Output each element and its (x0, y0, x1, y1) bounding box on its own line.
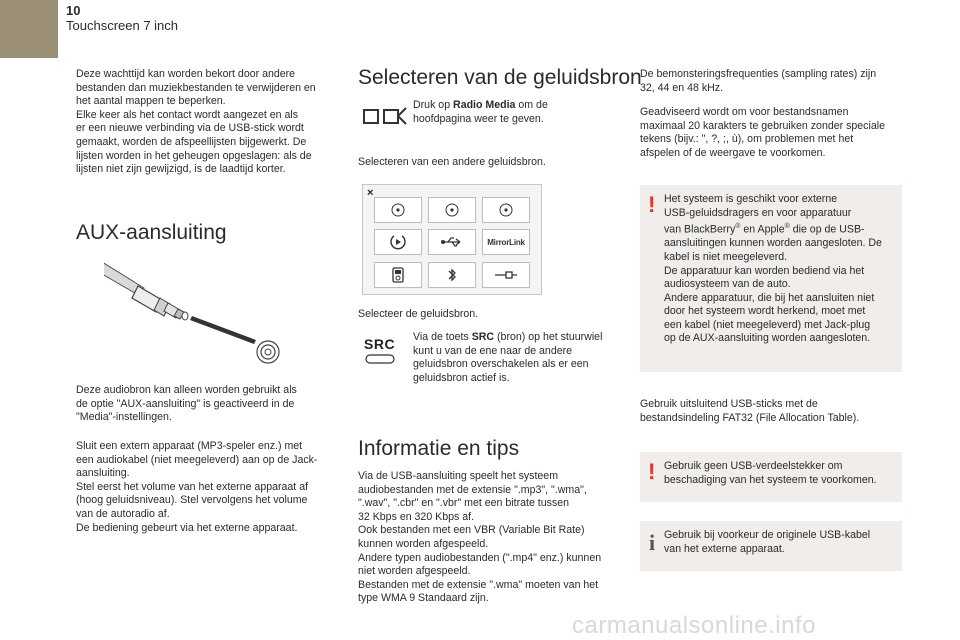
step1-text: Druk op Radio Media om de hoofdpagina weer te geven. (413, 99, 548, 125)
aux-jack-icon (494, 270, 518, 280)
watermark: carmanualsonline.info (572, 612, 816, 639)
info-icon: i (649, 530, 656, 555)
tips-heading: Informatie en tips (358, 437, 520, 460)
usb-icon (440, 236, 464, 248)
sampling-text: De bemonsteringsfrequenties (sampling rates) zijn 32, 44 en 48 kHz. (640, 68, 877, 94)
intro-text: Deze wachttijd kan worden bekort door andere bestanden dan muziekbestanden te verwijderen en het aantal mappen te beperken. Elke keer als het contact wordt aangezet en als er een nieuwe verbinding via de USB-stick wordt gemaakt, worden de afspeellijsten bijgewerkt. De lijsten worden in het geheugen opgeslagen: als de lijsten niet zijn gewijzigd, is de laadtijd korter. (76, 68, 316, 176)
aux-button[interactable] (482, 262, 530, 288)
page-tab (0, 0, 58, 58)
aux-heading: AUX-aansluiting (76, 221, 227, 244)
radio-dab-button[interactable] (482, 197, 530, 223)
step3-text: Selecteer de geluidsbron. (358, 308, 479, 320)
radio-icon (499, 203, 513, 217)
aux-text-1: Deze audiobron kan alleen worden gebruikt als de optie "AUX-aansluiting" is geactiveerd in de "Media"-instellingen. (76, 384, 297, 424)
warning-box-hub (640, 452, 902, 502)
close-icon[interactable]: × (367, 187, 374, 199)
radio-icon (391, 203, 405, 217)
info-cable-text: Gebruik bij voorkeur de originele USB-kabel van het externe apparaat. (664, 529, 871, 555)
info-box-cable (640, 521, 902, 571)
radio-fm-button[interactable] (374, 197, 422, 223)
fat32-text: Gebruik uitsluitend USB-sticks met de bestandsindeling FAT32 (File Allocation Table). (640, 398, 860, 424)
bluetooth-button[interactable] (428, 262, 476, 288)
radio-am-button[interactable] (428, 197, 476, 223)
usb-button[interactable] (428, 229, 476, 255)
aux-text-2: Sluit een extern apparaat (MP3-speler enz.) met een audiokabel (niet meegeleverd) aan op de Jack- aansluiting. Stel eerst het volume van het externe apparaat af (hoog geluidsniveau). Stel vervolgens het volume van de autoradio af. De bediening gebeurt via het externe apparaat. (76, 440, 318, 534)
source-heading: Selecteren van de geluidsbron (358, 66, 642, 89)
filename-text: Geadviseerd wordt om voor bestandsnamen maximaal 20 karakters te gebruiken zonder speciale tekens (bijv.: ", ?, ;, ù), om problemen met het afspelen of de weergave te voorkomen. (640, 106, 885, 159)
ipod-button[interactable] (374, 262, 422, 288)
src-label: SRC (364, 336, 396, 352)
warning-icon: ! (648, 459, 656, 484)
jack-plug-illustration (104, 252, 300, 374)
warning-hub-text: Gebruik geen USB-verdeelstekker om beschadiging van het systeem te voorkomen. (664, 460, 877, 486)
bluetooth-icon (447, 267, 457, 283)
warning-box-compatibility (640, 185, 902, 372)
step4-text: Via de toets SRC (bron) op het stuurwiel kunt u van de ene naar de andere geluidsbron overschakelen als er een geluidsbron actief is. (413, 331, 603, 384)
section-title: Touchscreen 7 inch (66, 18, 179, 33)
play-disc-icon (390, 234, 406, 250)
media-play-button[interactable] (374, 229, 422, 255)
tips-text: Via de USB-aansluiting speelt het systeem audiobestanden met de extensie ".mp3", ".wma", ".wav", ".cbr" en ".vbr" met een bitrate tussen 32 Kbps en 320 Kbps af. Ook bestanden met een VBR (Variable Bit Rate) kunnen worden afgespeeld. Andere typen audiobestanden (".mp4" enz.) kunnen niet worden afgespeeld. Bestanden met de extensie ".wma" moeten van het type WMA 9 Standaard zijn. (358, 470, 602, 605)
radio-icon (445, 203, 459, 217)
mirrorlink-label: MirrorLink (487, 237, 525, 247)
source-selection-panel (362, 184, 542, 295)
page-number: 10 (66, 3, 81, 18)
warning-icon: ! (648, 192, 656, 217)
ipod-icon (392, 267, 404, 283)
src-steering-icon (364, 336, 400, 370)
step2-text: Selecteren van een andere geluidsbron. (358, 156, 546, 168)
button-outline-icon (364, 354, 396, 364)
mirrorlink-button[interactable] (482, 229, 530, 255)
radio-media-icon (362, 104, 408, 130)
warning-compatibility-text: Het systeem is geschikt voor externe USB-geluidsdragers en voor apparatuur van BlackBerry® en Apple® die op de USB- aansluitingen kunnen worden aangesloten. De kabel is niet meegeleverd. De apparatuur kan worden bediend via het audiosysteem van de auto. Andere apparatuur, die bij het aansluiten niet door het systeem wordt herkend, moet met een kabel (niet meegeleverd) met Jack-plug op de AUX-aansluiting worden aangesloten. (664, 193, 882, 345)
